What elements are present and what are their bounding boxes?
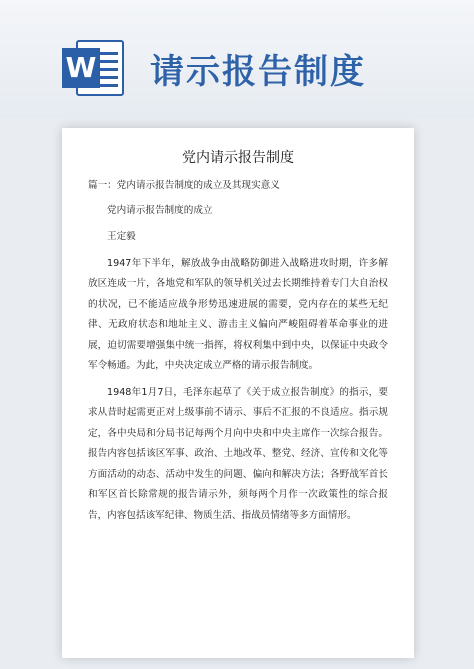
- body-paragraph: 1947年下半年，解放战争由战略防御进入战略进攻时期，许多解放区连成一片，各地党和军队的领导机关过去长期维持着专门大自治权的状况，已不能适应战争形势迅速进展的需要，党内存在的某些无纪律、无政府状态和地址主义、游击主义偏向严峻阻碍着革命事业的进展，迫切需要增强集中统一指挥，将权利集中到中央，以保证中央政令军令畅通。为此，中央决定成立严格的请示报告制度。: [88, 257, 388, 371]
- section-subheading: 党内请示报告制度的成立: [107, 204, 213, 216]
- word-logo-icon: [62, 40, 124, 96]
- document-title: 党内请示报告制度: [182, 150, 294, 166]
- author-name: 王定毅: [107, 231, 136, 242]
- banner: [0, 0, 474, 118]
- section-heading: 篇一：党内请示报告制度的成立及其现实意义: [88, 180, 280, 191]
- banner-title: 请示报告制度: [150, 52, 366, 92]
- body-paragraph: 1948年1月7日，毛泽东起草了《关于成立报告制度》的指示，要求从昔时起需更正对上级事前不请示、事后不汇报的不良适应。指示规定，各中央局和分局书记每两个月向中央和中央主席作一次综合报告。报告内容包括该区军事、政治、土地改革、整党、经济、宣传和文化等方面活动的动态、活动中发生的问题、偏向和解决方法；各野战军首长和军区首长除常规的报告请示外，须每两个月作一次政策性的综合报告，内容包括该军纪律、物质生活、指战员情绪等多方面情形。: [88, 386, 388, 521]
- document-content: [88, 128, 388, 532]
- logo-letter: W: [62, 48, 100, 88]
- document-page: [62, 128, 414, 658]
